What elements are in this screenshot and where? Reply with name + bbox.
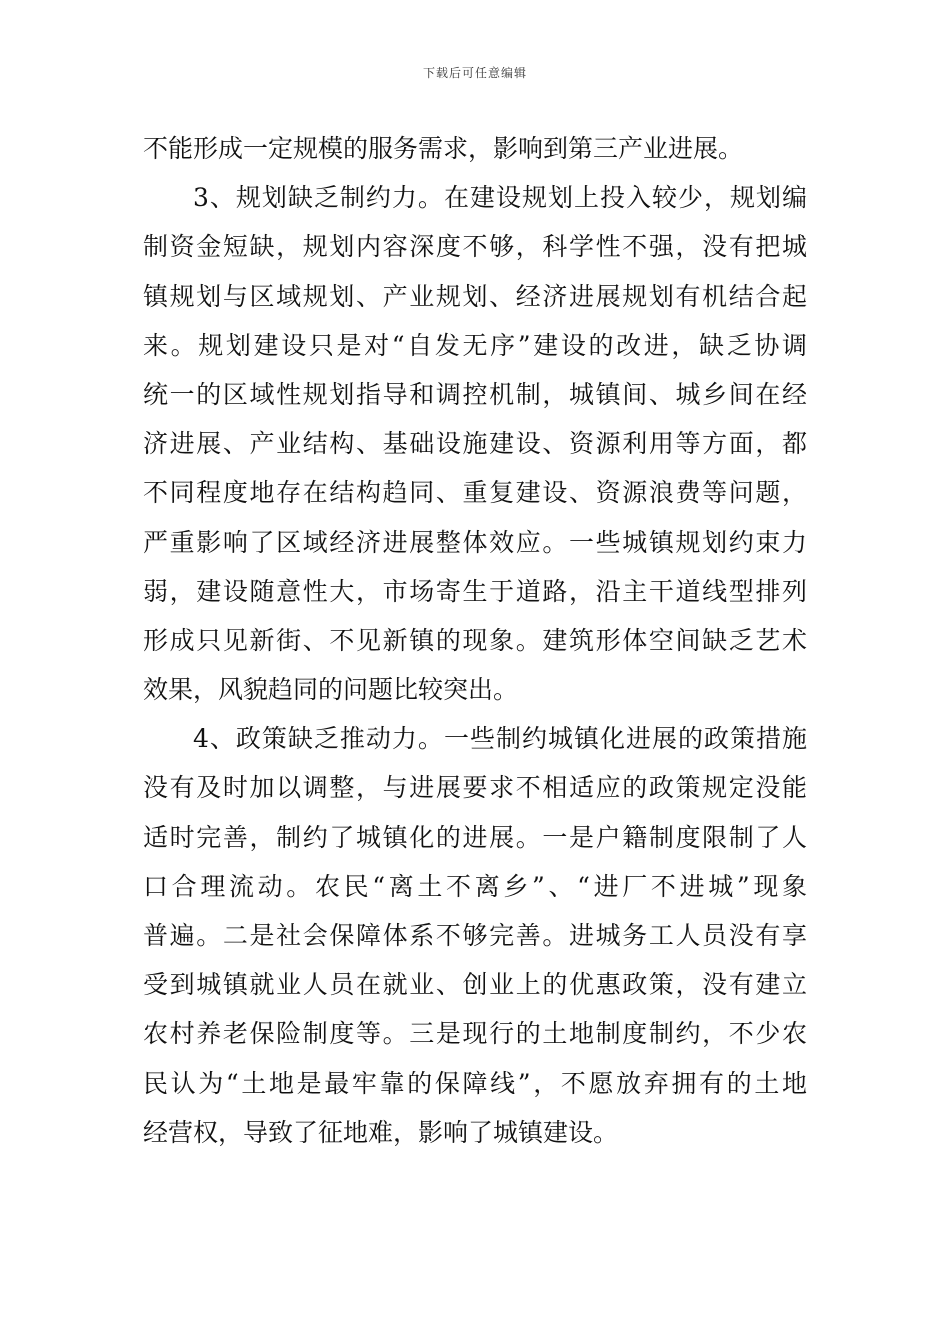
text-line: 经营权，导致了征地难，影响了城镇建设。 — [143, 1117, 619, 1147]
page-header: 下载后可任意编辑 — [422, 66, 527, 80]
text-line: 效果，风貌趋同的问题比较突出。 — [143, 675, 519, 705]
paragraph-planning — [143, 173, 807, 714]
text-line: 不同程度地存在结构趋同、重复建设、资源浪费等问题， — [143, 478, 807, 508]
text-line: 制资金短缺，规划内容深度不够，科学性不强，没有把城 — [143, 232, 807, 262]
paragraph-policy — [143, 714, 807, 1157]
text-line: 普遍。二是社会保障体系不够完善。进城务工人员没有享 — [143, 921, 807, 950]
text-line: 口合理流动。农民“离土不离乡”、“进厂不进城”现象 — [143, 871, 807, 901]
text-line: 4、政策缺乏推动力。一些制约城镇化进展的政策措施 — [193, 724, 807, 754]
text-line: 受到城镇就业人员在就业、创业上的优惠政策，没有建立 — [143, 970, 807, 1000]
text-line: 来。规划建设只是对“自发无序”建设的改进，缺乏协调 — [143, 330, 807, 360]
text-line: 统一的区域性规划指导和调控机制，城镇间、城乡间在经 — [143, 379, 807, 409]
text-line: 没有及时加以调整，与进展要求不相适应的政策规定没能 — [143, 773, 807, 803]
text-line: 适时完善，制约了城镇化的进展。一是户籍制度限制了人 — [143, 822, 807, 852]
text-line: 不能形成一定规模的服务需求，影响到第三产业进展。 — [143, 134, 744, 163]
document-body — [143, 124, 807, 1157]
text-line: 济进展、产业结构、基础设施建设、资源利用等方面，都 — [143, 429, 807, 459]
text-line: 3、规划缺乏制约力。在建设规划上投入较少，规划编 — [193, 183, 807, 213]
text-line: 弱，建设随意性大，市场寄生于道路，沿主干道线型排列 — [143, 576, 807, 606]
text-line: 镇规划与区域规划、产业规划、经济进展规划有机结合起 — [143, 281, 807, 311]
text-line: 严重影响了区域经济进展整体效应。一些城镇规划约束力 — [143, 527, 807, 557]
text-line: 形成只见新街、不见新镇的现象。建筑形体空间缺乏艺术 — [143, 625, 807, 655]
paragraph-continuation — [143, 124, 807, 173]
text-line: 农村养老保险制度等。三是现行的土地制度制约，不少农 — [143, 1019, 807, 1049]
text-line: 民认为“土地是最牢靠的保障线”，不愿放弃拥有的土地 — [143, 1068, 807, 1098]
